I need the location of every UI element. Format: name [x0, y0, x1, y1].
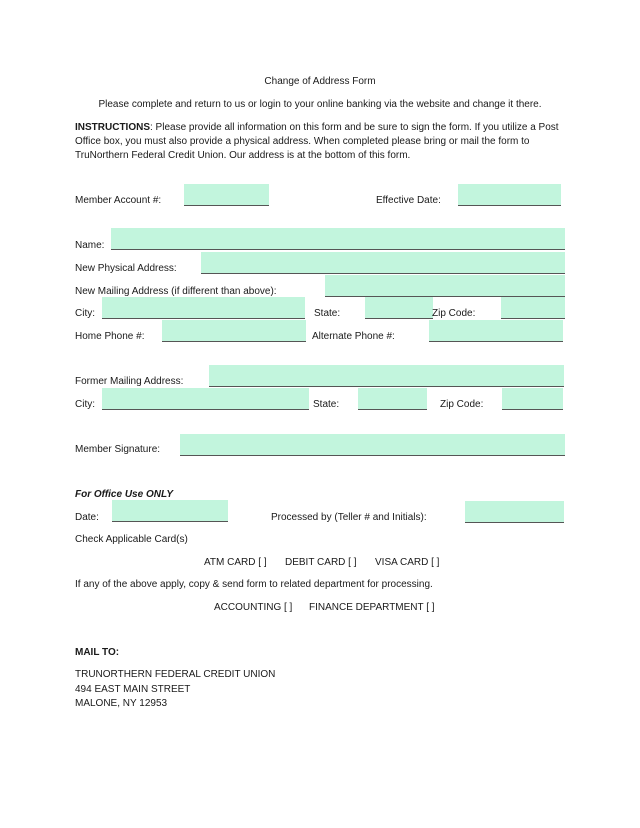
check-cards-label: Check Applicable Card(s) — [75, 534, 188, 545]
name-field[interactable] — [111, 228, 565, 250]
instructions-text: : Please provide all information on this form and be sure to sign the form. If you utilize a Post Office box, you must also provide a physical address. When completed please bring or mail the form to TruNorthern Federal Credit Union. Our address is at the bottom of this form. — [75, 122, 559, 161]
member-account-field[interactable] — [184, 184, 269, 206]
city-field[interactable] — [102, 297, 305, 319]
mail-heading: MAIL TO: — [75, 647, 120, 658]
accounting-checkbox[interactable]: ACCOUNTING [ ] — [214, 602, 293, 613]
state-label: State: — [314, 308, 341, 319]
finance-department-checkbox[interactable]: FINANCE DEPARTMENT [ ] — [309, 602, 435, 613]
mail-line-3: MALONE, NY 12953 — [75, 698, 168, 709]
state-field[interactable] — [365, 297, 433, 319]
home-phone-field[interactable] — [162, 320, 306, 342]
visa-card-checkbox[interactable]: VISA CARD [ ] — [375, 557, 440, 568]
debit-card-checkbox[interactable]: DEBIT CARD [ ] — [285, 557, 357, 568]
effective-date-label: Effective Date: — [376, 195, 441, 206]
signature-field[interactable] — [180, 434, 565, 456]
mailing-address-field[interactable] — [325, 275, 565, 297]
mailing-address-label: New Mailing Address (if different than above): — [75, 286, 277, 297]
processed-by-label: Processed by (Teller # and Initials): — [271, 512, 427, 523]
office-heading: For Office Use ONLY — [75, 489, 173, 500]
zip-field[interactable] — [501, 297, 565, 319]
mail-line-2: 494 EAST MAIN STREET — [75, 684, 191, 695]
office-date-field[interactable] — [112, 500, 228, 522]
city2-label: City: — [75, 399, 95, 410]
former-address-label: Former Mailing Address: — [75, 376, 184, 387]
member-account-label: Member Account #: — [75, 195, 162, 206]
city2-field[interactable] — [102, 388, 309, 410]
physical-address-field[interactable] — [201, 252, 565, 274]
former-address-field[interactable] — [209, 365, 564, 387]
home-phone-label: Home Phone #: — [75, 331, 145, 342]
office-note: If any of the above apply, copy & send form to related department for processing. — [75, 579, 433, 590]
processed-by-field[interactable] — [465, 501, 564, 523]
state2-label: State: — [313, 399, 340, 410]
office-date-label: Date: — [75, 512, 99, 523]
atm-card-checkbox[interactable]: ATM CARD [ ] — [204, 557, 267, 568]
physical-address-label: New Physical Address: — [75, 263, 177, 274]
zip2-label: Zip Code: — [440, 399, 484, 410]
mail-line-1: TRUNORTHERN FEDERAL CREDIT UNION — [75, 669, 276, 680]
zip-label: Zip Code: — [432, 308, 476, 319]
alt-phone-field[interactable] — [429, 320, 563, 342]
signature-label: Member Signature: — [75, 444, 161, 455]
page-subtitle: Please complete and return to us or login to your online banking via the website and change it there. — [98, 99, 542, 110]
instructions — [75, 121, 565, 163]
alt-phone-label: Alternate Phone #: — [312, 331, 395, 342]
name-label: Name: — [75, 240, 105, 251]
page-title: Change of Address Form — [264, 76, 376, 87]
city-label: City: — [75, 308, 95, 319]
zip2-field[interactable] — [502, 388, 563, 410]
effective-date-field[interactable] — [458, 184, 561, 206]
instructions-label: INSTRUCTIONS — [75, 122, 150, 133]
state2-field[interactable] — [358, 388, 427, 410]
